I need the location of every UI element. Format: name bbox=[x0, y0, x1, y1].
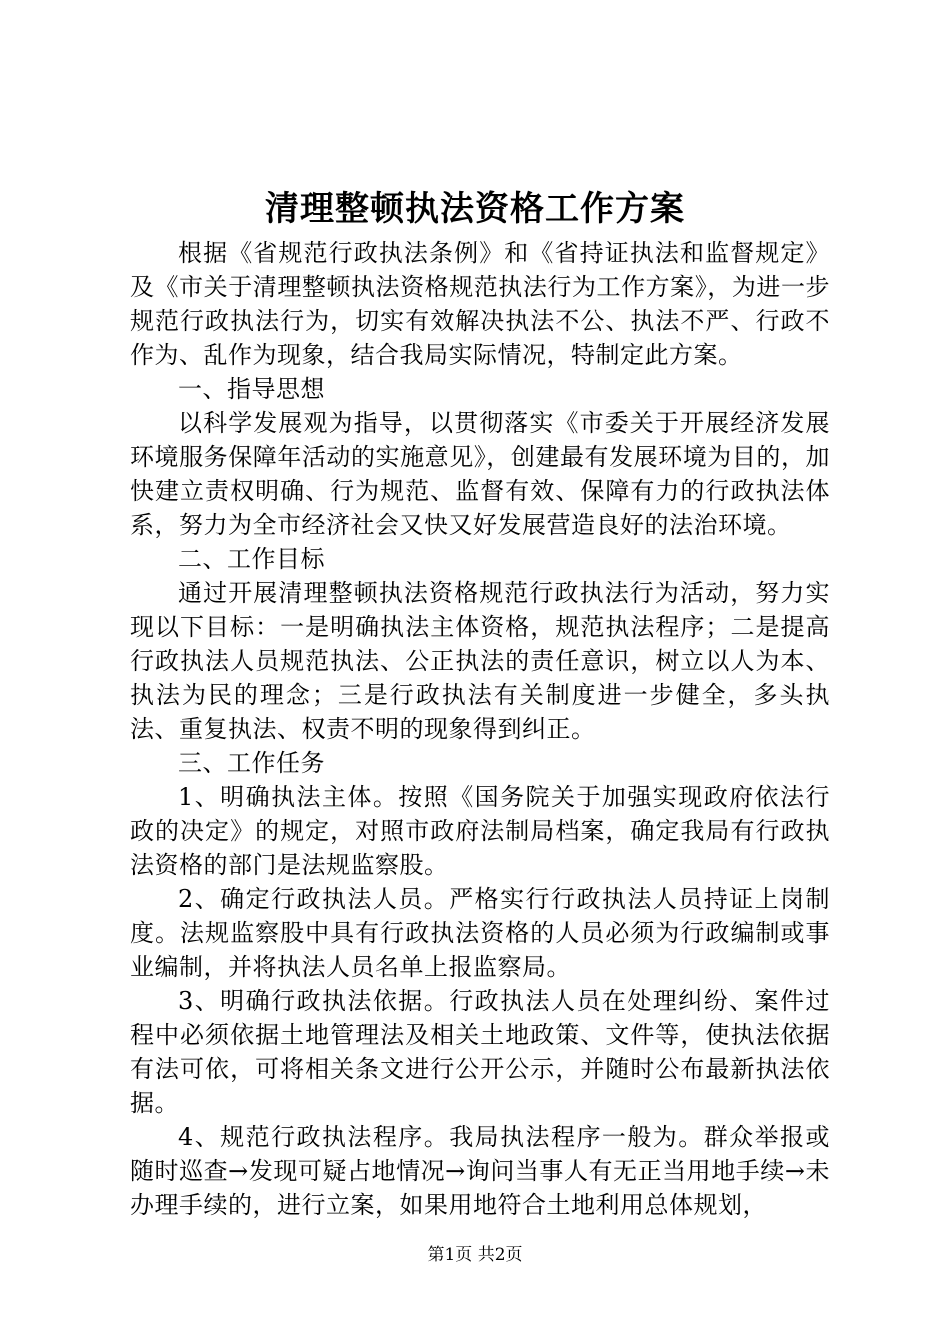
task-item-3: 3、明确行政执法依据。行政执法人员在处理纠纷、案件过程中必须依据土地管理法及相关土地政策、文件等，使执法依据有法可依，可将相关条文进行公开公示，并随时公布最新执法依据。 bbox=[130, 987, 830, 1117]
guiding-ideology-paragraph: 以科学发展观为指导，以贯彻落实《市委关于开展经济发展环境服务保障年活动的实施意见》，创建最有发展环境为目的，加快建立责权明确、行为规范、监督有效、保障有力的行政执法体系，努力为全市经济社会又快又好发展营造良好的法治环境。 bbox=[130, 409, 830, 539]
section-heading-work-tasks: 三、工作任务 bbox=[178, 749, 325, 777]
task-item-4: 4、规范行政执法程序。我局执法程序一般为。群众举报或随时巡查→发现可疑占地情况→询问当事人有无正当用地手续→未办理手续的，进行立案，如果用地符合土地利用总体规划， bbox=[130, 1123, 830, 1219]
work-goals-paragraph: 通过开展清理整顿执法资格规范行政执法行为活动，努力实现以下目标：一是明确执法主体资格，规范执法程序；二是提高行政执法人员规范执法、公正执法的责任意识，树立以人为本、执法为民的理念；三是行政执法有关制度进一步健全，多头执法、重复执法、权责不明的现象得到纠正。 bbox=[130, 579, 830, 743]
page-number-footer: 第1页 共2页 bbox=[427, 1245, 523, 1265]
section-heading-guiding-ideology: 一、指导思想 bbox=[178, 375, 325, 403]
document-body bbox=[130, 236, 830, 1222]
section-heading-work-goals: 二、工作目标 bbox=[178, 545, 325, 573]
task-item-1: 1、明确执法主体。按照《国务院关于加强实现政府依法行政的决定》的规定，对照市政府法制局档案，确定我局有行政执法资格的部门是法规监察股。 bbox=[130, 783, 830, 879]
intro-paragraph: 根据《省规范行政执法条例》和《省持证执法和监督规定》及《市关于清理整顿执法资格规范执法行为工作方案》，为进一步规范行政执法行为，切实有效解决执法不公、执法不严、行政不作为、乱作为现象，结合我局实际情况，特制定此方案。 bbox=[130, 239, 830, 369]
task-item-2: 2、确定行政执法人员。严格实行行政执法人员持证上岗制度。法规监察股中具有行政执法资格的人员必须为行政编制或事业编制，并将执法人员名单上报监察局。 bbox=[130, 885, 830, 981]
document-title: 清理整顿执法资格工作方案 bbox=[265, 189, 685, 229]
